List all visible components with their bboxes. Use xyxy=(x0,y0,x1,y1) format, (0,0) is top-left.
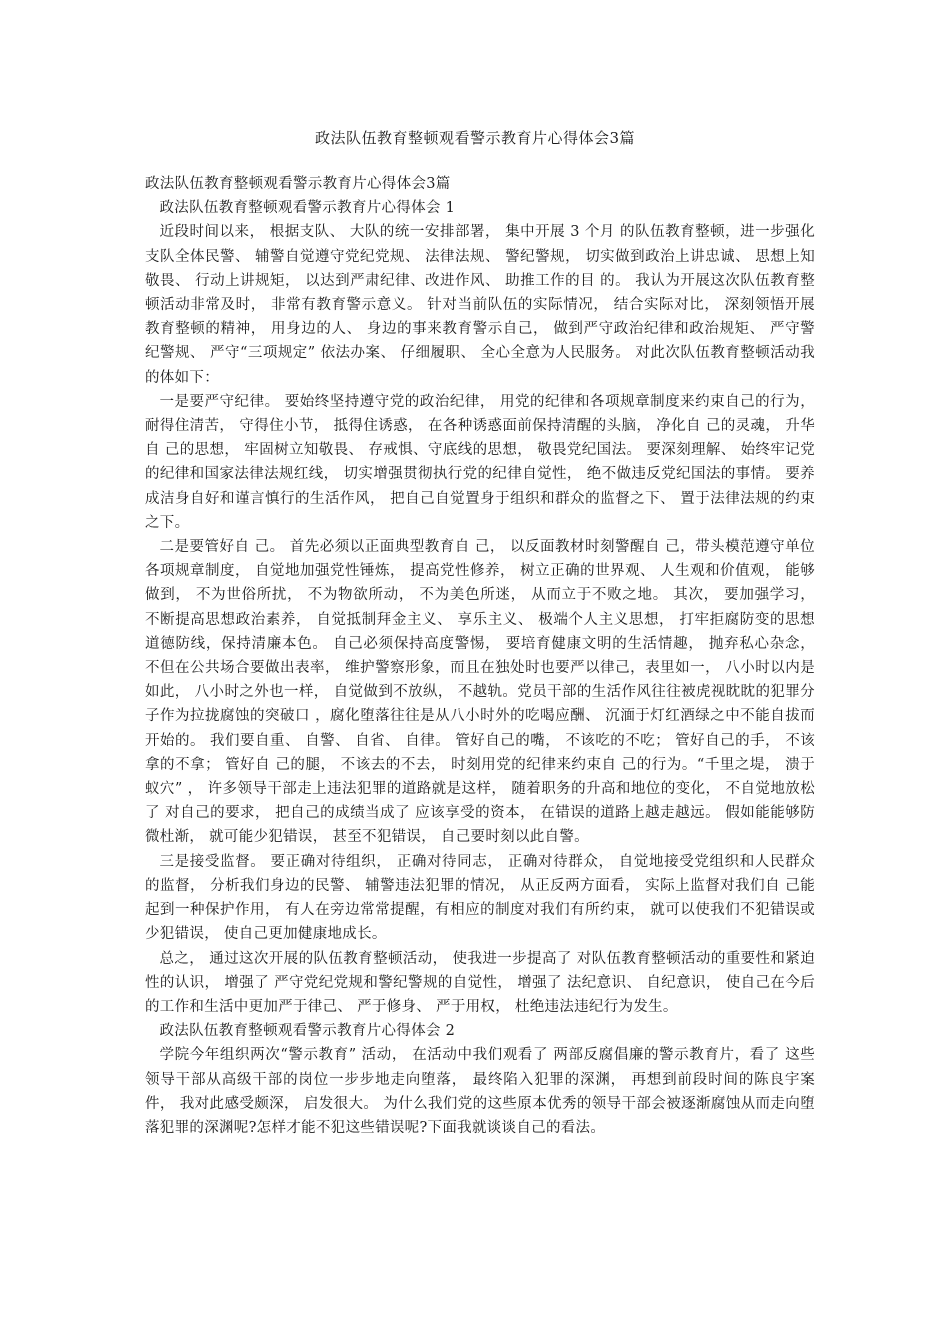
paragraph: 三是接受监督。 要正确对待组织， 正确对待同志， 正确对待群众， 自觉地接受党组织和人民群众的监督， 分析我们身边的民警、 辅警违法犯罪的情况， 从正反两方面看， 实际上监督对我们自 己能起到一种保护作用， 有人在旁边常常提醒，有相应的制度对我们有所约束， 就可以使我们不犯错误或少犯错误， 使自己更加健康地成长。 xyxy=(145,853,815,943)
document-body xyxy=(145,172,815,1140)
paragraph: 二是要管好自 己。 首先必须以正面典型教育自 己， 以反面教材时刻警醒自 己，带头模范遵守单位各项规章制度， 自觉地加强党性锤炼， 提高党性修养， 树立正确的世界观、 人生观和价值观， 能够做到， 不为世俗所扰， 不为物欲所动， 不为美色所迷， 从而立于不败之地。 其次， 要加强学习， 不断提高思想政治素养， 自觉抵制拜金主义、 享乐主义、 极端个人主义思想， 打牢拒腐防变的思想道德防线，保持清廉本色。 自己必须保持高度警惕， 要培育健康文明的生活情趣， 抛弃私心杂念， 不但在公共场合要做出表率， 维护警察形象，而且在独处时也要严以律己，表里如一， 八小时以内是如此， 八小时之外也一样， 自觉做到不放纵， 不越轨。党员干部的生活作风往往被虎视眈眈的犯罪分子作为拉拢腐蚀的突破口 ，腐化堕落往往是从八小时外的吃喝应酬、 沉湎于灯红酒绿之中不能自拔而开始的。 我们要自重、 自警、 自省、 自律。 管好自己的嘴， 不该吃的不吃； 管好自己的手， 不该拿的不拿； 管好自 己的腿， 不该去的不去， 时刻用党的纪律来约束自 己的行为。“千里之堤， 溃于蚁穴” ， 许多领导干部走上违法犯罪的道路就是这样， 随着职务的升高和地位的变化， 不自觉地放松了 对自己的要求， 把自己的成绩当成了 应该享受的资本， 在错误的道路上越走越远。 假如能能够防微杜渐， 就可能少犯错误， 甚至不犯错误， 自己要时刻以此自警。 xyxy=(145,539,815,846)
paragraph: 总之， 通过这次开展的队伍教育整顿活动， 使我进一步提高了 对队伍教育整顿活动的重要性和紧迫性的认识， 增强了 严守党纪党规和警纪警规的自觉性， 增强了 法纪意识、 自纪意识， 使自己在今后的工作和生活中更加严于律己、 严于修身、 严于用权， 杜绝违法违纪行为发生。 xyxy=(145,950,815,1015)
paragraph: 一是要严守纪律。 要始终坚持遵守党的政治纪律， 用党的纪律和各项规章制度来约束自己的行为， 耐得住清苦， 守得住小节， 抵得住诱惑， 在各种诱惑面前保持清醒的头脑， 净化自 己的灵魂， 升华自 己的思想， 牢固树立知敬畏、 存戒惧、守底线的思想， 敬畏党纪国法。 要深刻理解、 始终牢记党的纪律和国家法律法规红线， 切实增强贯彻执行党的纪律自觉性， 绝不做违反党纪国法的事情。 要养成洁身自好和谨言慎行的生活作风， 把自己自觉置身于组织和群众的监督之下、 置于法律法规的约束之下。 xyxy=(145,393,815,531)
section-heading-2: 政法队伍教育整顿观看警示教育片心得体会 2 xyxy=(159,1023,456,1040)
paragraph: 学院今年组织两次“警示教育” 活动， 在活动中我们观看了 两部反腐倡廉的警示教育片，看了 这些领导干部从高级干部的岗位一步步地走向堕落， 最终陷入犯罪的深渊， 再想到前段时间的陈良宇案件， 我对此感受颇深， 启发很大。 为什么我们党的这些原本优秀的领导干部会被逐渐腐蚀从而走向堕落犯罪的深渊呢?怎样才能不犯这些错误呢?下面我就谈谈自己的看法。 xyxy=(145,1047,815,1136)
section-heading-1: 政法队伍教育整顿观看警示教育片心得体会 1 xyxy=(159,200,456,217)
document-subtitle: 政法队伍教育整顿观看警示教育片心得体会3篇 xyxy=(145,176,451,192)
document-title: 政法队伍教育整顿观看警示教育片心得体会3篇 xyxy=(314,129,636,147)
paragraph: 近段时间以来， 根据支队、 大队的统一安排部署， 集中开展 3 个月 的队伍教育整顿，进一步强化支队全体民警、 辅警自觉遵守党纪党规、 法律法规、 警纪警规， 切实做到政治上讲忠诚、 思想上知敬畏、 行动上讲规矩， 以达到严肃纪律、改进作风、 助推工作的目 的。 我认为开展这次队伍教育整顿活动非常及时， 非常有教育警示意义。 针对当前队伍的实际情况， 结合实际对比， 深刻领悟开展教育整顿的精神， 用身边的人、 身边的事来教育警示自己， 做到严守政治纪律和政治规矩、 严守警纪警规、 严守“三项规定” 依法办案、 仔细履职、 全心全意为人民服务。 对此次队伍教育整顿活动我的体如下： xyxy=(145,224,815,386)
